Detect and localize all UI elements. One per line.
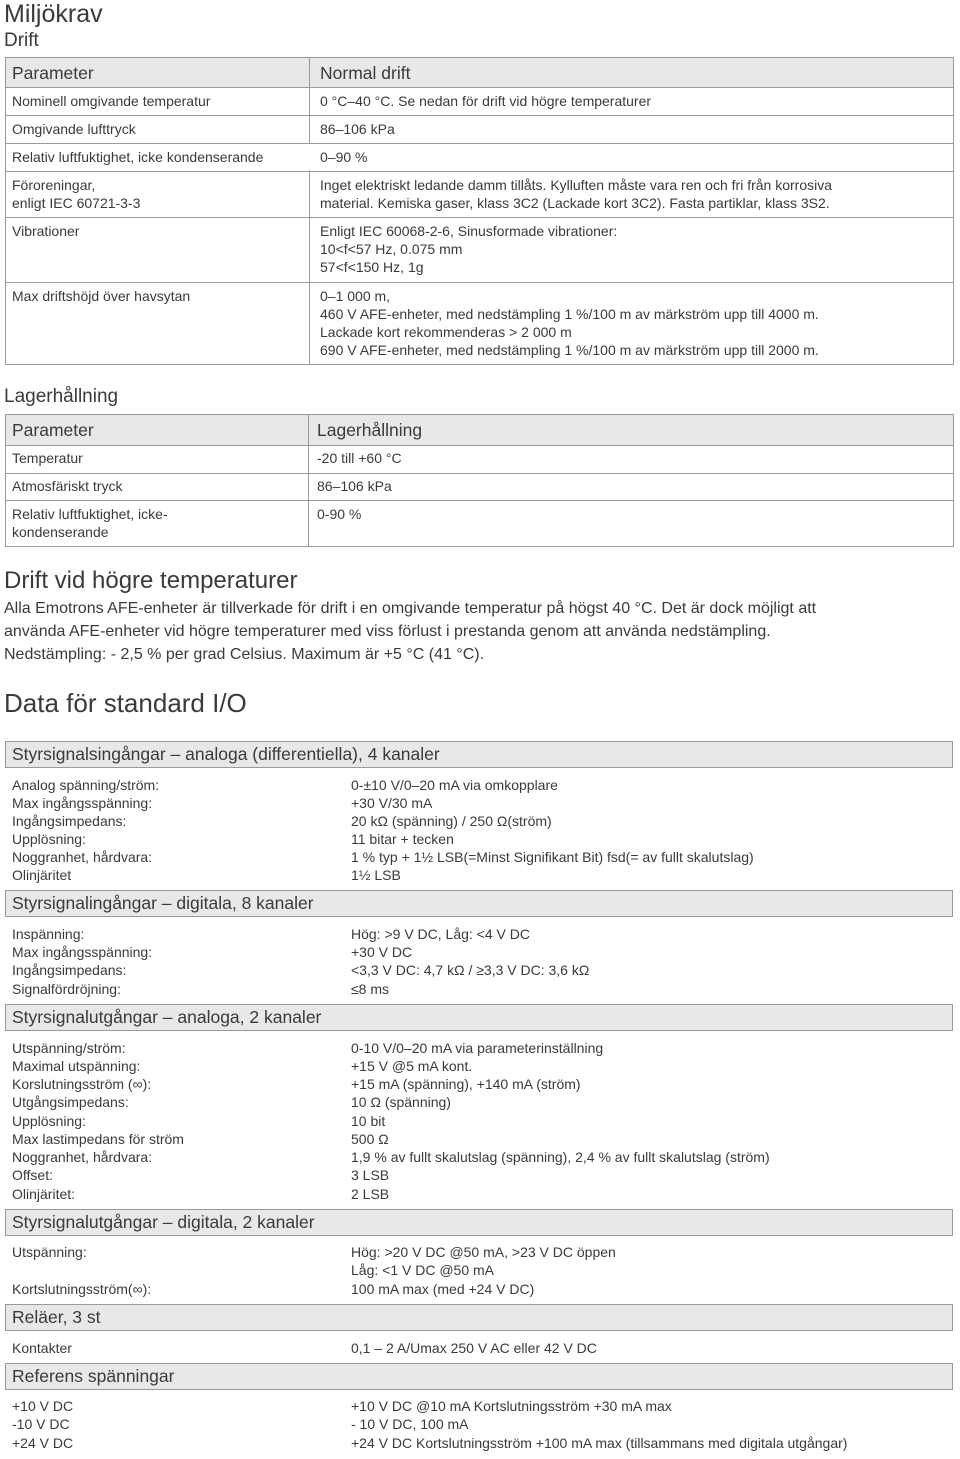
io-label: Analog spänning/ström: [12,777,160,793]
page-title: Miljökrav [4,0,103,28]
paragraph-line: Nedstämpling: - 2,5 % per grad Celsius. Maximum är +5 °C (41 °C). [4,646,485,663]
table-cell: 86–106 kPa [320,121,395,137]
io-label: Upplösning: [12,831,86,847]
io-section-header: Styrsignalsingångar – analoga (differentiella), 4 kanaler [5,741,953,768]
io-value: 0-10 V/0–20 mA via parameterinställning [351,1040,604,1056]
io-value: 1 % typ + 1½ LSB(=Minst Signifikant Bit) fsd(= av fullt skalutslag) [351,849,754,865]
section-subtitle: Drift [4,30,39,51]
io-value: 100 mA max (med +24 V DC) [351,1281,535,1297]
io-value: ≤8 ms [351,981,390,997]
io-label: Max lastimpedans för ström [12,1131,184,1147]
io-label: Inspänning: [12,926,85,942]
io-value: <3,3 V DC: 4,7 kΩ / ≥3,3 V DC: 3,6 kΩ [351,962,590,978]
paragraph-line: använda AFE-enheter vid högre temperaturer med viss förlust i prestanda genom att använda nedstämpling. [4,623,771,640]
io-value: 500 Ω [351,1131,389,1147]
table-cell: enligt IEC 60721-3-3 [12,195,141,211]
table-cell: Lackade kort rekommenderas > 2 000 m [320,324,572,340]
table-cell: Enligt IEC 60068-2-6, Sinusformade vibrationer: [320,223,618,239]
table-cell: Temperatur [12,450,83,466]
io-section-header: Styrsignalutgångar – digitala, 2 kanaler [5,1209,953,1236]
io-label: Kontakter [12,1340,72,1356]
io-label: Olinjäritet [12,867,72,883]
table-cell: Relativ luftfuktighet, icke kondenserande [12,149,264,165]
io-section-header: Styrsignalutgångar – analoga, 2 kanaler [5,1004,953,1031]
table-cell: Föroreningar, [12,177,96,193]
table-cell: 10<f<57 Hz, 0.075 mm [320,241,463,257]
io-value: 1½ LSB [351,867,401,883]
table-cell: material. Kemiska gaser, klass 3C2 (Lackade kort 3C2). Fasta partiklar, klass 3S2. [320,195,830,211]
io-label: +10 V DC [12,1398,74,1414]
io-label: Utspänning: [12,1244,87,1260]
table-cell: Max driftshöjd över havsytan [12,288,191,304]
io-label: Max ingångsspänning: [12,795,153,811]
io-value: +15 mA (spänning), +140 mA (ström) [351,1076,581,1092]
io-value: Låg: <1 V DC @50 mA [351,1262,495,1278]
io-value: 11 bitar + tecken [351,831,454,847]
storage-table [5,414,954,547]
io-value: 10 Ω (spänning) [351,1094,451,1110]
table-cell: 86–106 kPa [317,478,392,494]
table-cell: Omgivande lufttryck [12,121,136,137]
table-cell: Inget elektriskt ledande damm tillåts. Kylluften måste vara ren och fri från korrosiva [320,177,832,193]
io-section-header: Reläer, 3 st [5,1304,953,1331]
io-value: Hög: >20 V DC @50 mA, >23 V DC öppen [351,1244,616,1260]
io-value: +30 V/30 mA [351,795,433,811]
table-cell: 0 °C–40 °C. Se nedan för drift vid högre temperaturer [320,93,652,109]
io-value: 10 bit [351,1113,386,1129]
io-value: 2 LSB [351,1186,390,1202]
io-label: Utgångsimpedans: [12,1094,129,1110]
io-label: Ingångsimpedans: [12,962,127,978]
table-cell: 0-90 % [317,506,362,522]
table-cell: 0–90 % [320,149,368,165]
io-value: 3 LSB [351,1167,390,1183]
table-cell: kondenserande [12,524,109,540]
table-cell: 690 V AFE-enheter, med nedstämpling 1 %/100 m av märkström upp till 2000 m. [320,342,819,358]
table-cell: Vibrationer [12,223,80,239]
table-header-storage: Lagerhållning [317,420,423,440]
io-value: 0-±10 V/0–20 mA via omkopplare [351,777,558,793]
io-label: -10 V DC [12,1416,70,1432]
io-section-header: Referens spänningar [5,1363,953,1390]
table-cell: -20 till +60 °C [317,450,402,466]
io-label: +24 V DC [12,1435,74,1451]
io-label: Olinjäritet: [12,1186,76,1202]
table-header-parameter: Parameter [12,420,94,440]
io-value: Hög: >9 V DC, Låg: <4 V DC [351,926,530,942]
table-cell: Atmosfäriskt tryck [12,478,123,494]
table-cell: 0–1 000 m, [320,288,391,304]
io-label: Upplösning: [12,1113,86,1129]
section-title-storage: Lagerhållning [4,386,119,407]
section-title-high-temp: Drift vid högre temperaturer [4,567,298,594]
io-label: Noggranhet, hårdvara: [12,1149,153,1165]
table-header-parameter: Parameter [12,63,94,83]
paragraph-line: Alla Emotrons AFE-enheter är tillverkade för drift i en omgivande temperatur på högst 40 °C. Det är dock möjligt att [4,600,817,617]
table-cell: 460 V AFE-enheter, med nedstämpling 1 %/100 m av märkström upp till 4000 m. [320,306,819,322]
table-cell: 57<f<150 Hz, 1g [320,259,424,275]
io-label: Maximal utspänning: [12,1058,141,1074]
io-label: Ingångsimpedans: [12,813,127,829]
io-label: Max ingångsspänning: [12,944,153,960]
io-label: Kortslutningsström(∞): [12,1281,152,1297]
io-value: 1,9 % av fullt skalutslag (spänning), 2,4 % av fullt skalutslag (ström) [351,1149,770,1165]
io-label: Signalfördröjning: [12,981,121,997]
io-value: 20 kΩ (spänning) / 250 Ω(ström) [351,813,552,829]
io-value: +30 V DC [351,944,413,960]
io-value: +24 V DC Kortslutningsström +100 mA max (tillsammans med digitala utgångar) [351,1435,848,1451]
io-label: Utspänning/ström: [12,1040,126,1056]
io-value: - 10 V DC, 100 mA [351,1416,469,1432]
io-label: Noggranhet, hårdvara: [12,849,153,865]
table-cell: Relativ luftfuktighet, icke- [12,506,168,522]
io-label: Korslutningsström (∞): [12,1076,152,1092]
table-cell: Nominell omgivande temperatur [12,93,211,109]
io-section-header: Styrsignalingångar – digitala, 8 kanaler [5,890,953,917]
section-title-io: Data för standard I/O [4,688,247,718]
table-header-normal-drift: Normal drift [320,63,411,83]
io-value: 0,1 – 2 A/Umax 250 V AC eller 42 V DC [351,1340,597,1356]
io-label: Offset: [12,1167,53,1183]
io-value: +15 V @5 mA kont. [351,1058,473,1074]
io-value: +10 V DC @10 mA Kortslutningsström +30 mA max [351,1398,672,1414]
